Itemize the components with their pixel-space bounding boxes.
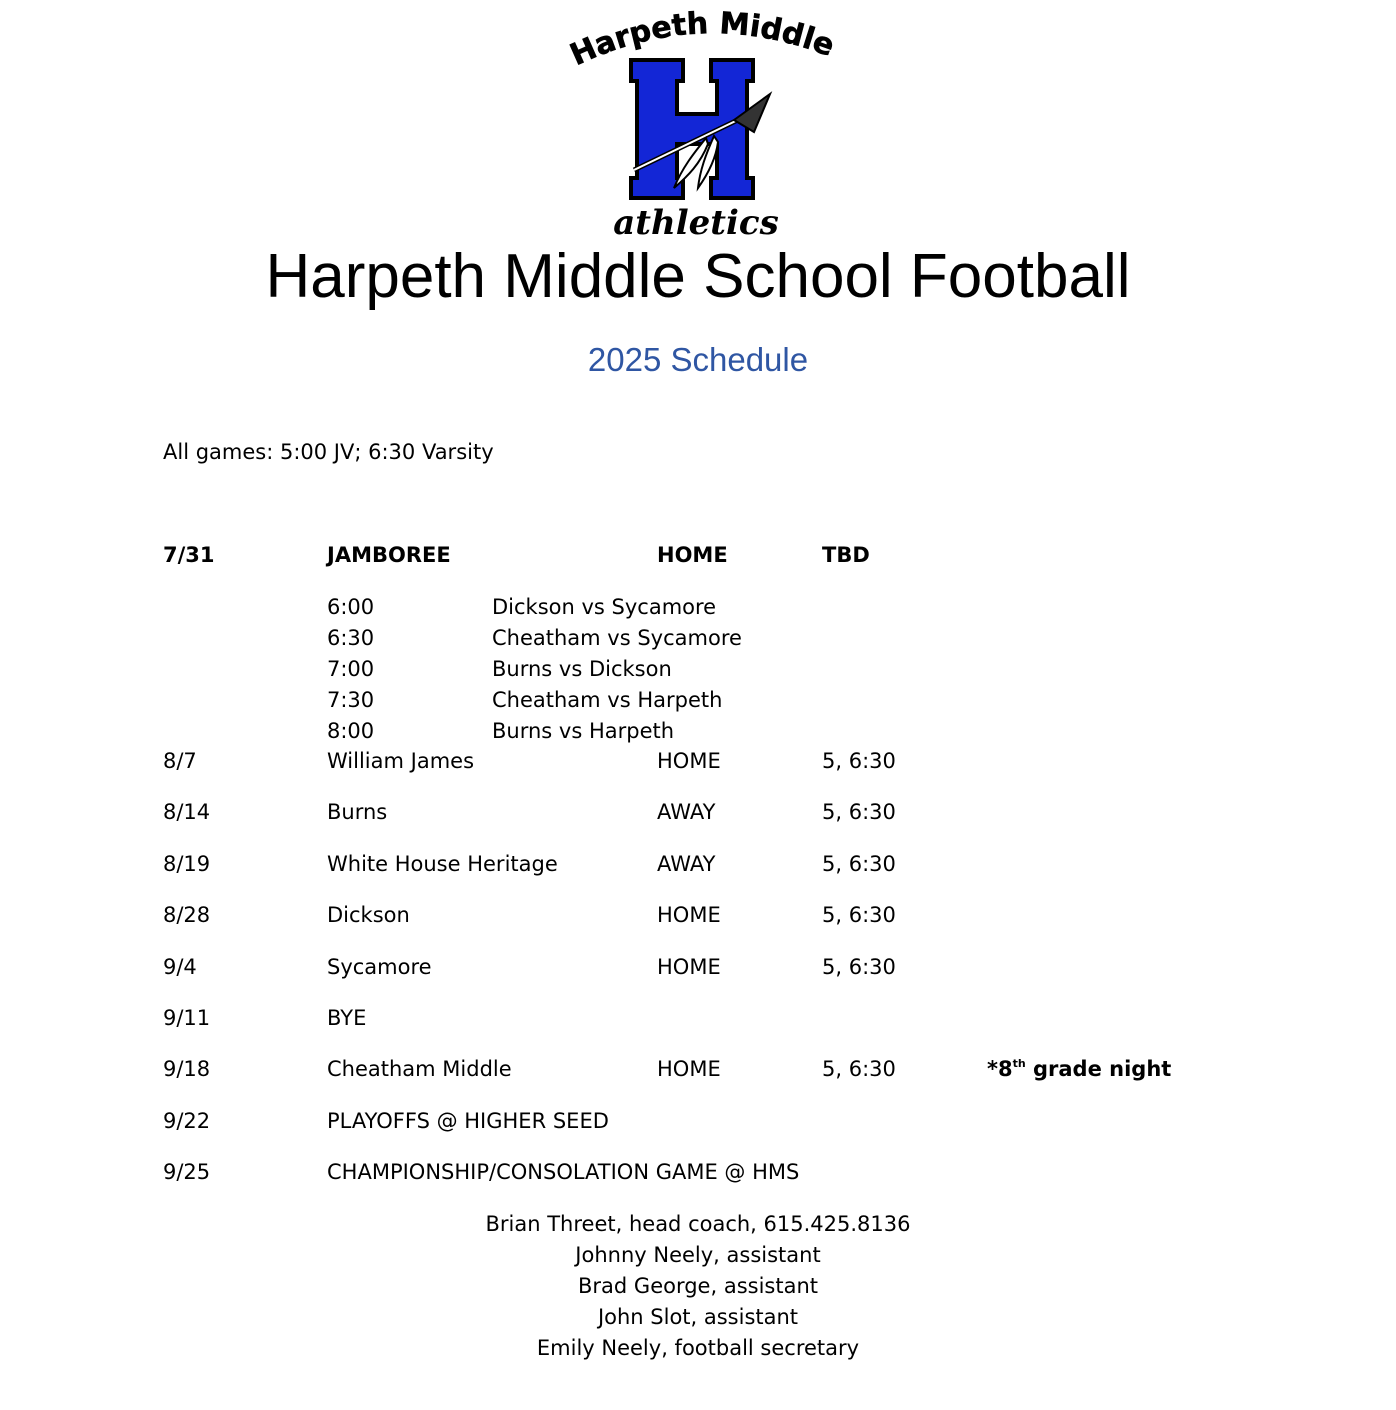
staff-line: Brad George, assistant bbox=[578, 1274, 818, 1298]
game-location: HOME bbox=[657, 955, 721, 979]
note-superscript: th bbox=[1012, 1057, 1026, 1070]
jamboree-time: TBD bbox=[822, 543, 870, 567]
game-opponent: PLAYOFFS @ HIGHER SEED bbox=[327, 1109, 609, 1133]
jamboree-slot-time: 7:00 bbox=[327, 657, 375, 681]
game-date: 9/22 bbox=[163, 1109, 211, 1133]
coaching-staff bbox=[0, 1209, 1396, 1364]
logo-top-text: Harpeth Middle bbox=[565, 8, 839, 74]
jamboree-slot-match: Cheatham vs Harpeth bbox=[492, 688, 723, 712]
staff-line: John Slot, assistant bbox=[597, 1305, 799, 1329]
jamboree-slot-time: 6:00 bbox=[327, 595, 375, 619]
jamboree-location: HOME bbox=[657, 543, 728, 567]
game-opponent: William James bbox=[327, 749, 475, 773]
jamboree-slot-match: Burns vs Harpeth bbox=[492, 719, 675, 743]
game-opponent: CHAMPIONSHIP/CONSOLATION GAME @ HMS bbox=[327, 1160, 800, 1184]
eighth-grade-night-note bbox=[987, 1056, 1171, 1086]
game-date: 9/25 bbox=[163, 1160, 211, 1184]
jamboree-slot-match: Cheatham vs Sycamore bbox=[492, 626, 742, 650]
jamboree-slot-time: 6:30 bbox=[327, 626, 375, 650]
page-subtitle: 2025 Schedule bbox=[587, 341, 809, 378]
game-opponent: White House Heritage bbox=[327, 852, 558, 876]
logo-h-shape bbox=[631, 60, 753, 198]
game-location: AWAY bbox=[657, 800, 716, 824]
staff-line: Brian Threet, head coach, 615.425.8136 bbox=[485, 1212, 911, 1236]
note-prefix: *8 bbox=[987, 1057, 1013, 1081]
game-date: 9/11 bbox=[163, 1006, 211, 1030]
game-date: 8/28 bbox=[163, 903, 211, 927]
game-location: HOME bbox=[657, 903, 721, 927]
game-date: 9/18 bbox=[163, 1057, 211, 1081]
jamboree-label: JAMBOREE bbox=[327, 543, 451, 567]
game-opponent: Burns bbox=[327, 800, 388, 824]
game-time: 5, 6:30 bbox=[822, 749, 896, 773]
game-date: 8/14 bbox=[163, 800, 211, 824]
game-time: 5, 6:30 bbox=[822, 852, 896, 876]
jamboree-slot-time: 8:00 bbox=[327, 719, 375, 743]
jamboree-slot-time: 7:30 bbox=[327, 688, 375, 712]
game-opponent: Dickson bbox=[327, 903, 410, 927]
jamboree-date: 7/31 bbox=[163, 543, 215, 567]
page-title: Harpeth Middle School Football bbox=[265, 242, 1131, 311]
harpeth-athletics-logo bbox=[556, 8, 846, 240]
logo-bottom-text: athletics bbox=[613, 203, 779, 240]
game-date: 9/4 bbox=[163, 955, 197, 979]
note-suffix: grade night bbox=[1025, 1057, 1172, 1081]
game-opponent: BYE bbox=[327, 1006, 367, 1030]
jamboree-slot-match: Dickson vs Sycamore bbox=[492, 595, 717, 619]
jamboree-slot-match: Burns vs Dickson bbox=[492, 657, 672, 681]
game-time: 5, 6:30 bbox=[822, 800, 896, 824]
game-time: 5, 6:30 bbox=[822, 955, 896, 979]
game-location: HOME bbox=[657, 1057, 721, 1081]
game-location: HOME bbox=[657, 749, 721, 773]
staff-line: Emily Neely, football secretary bbox=[536, 1336, 860, 1360]
staff-line: Johnny Neely, assistant bbox=[575, 1243, 821, 1267]
game-location: AWAY bbox=[657, 852, 716, 876]
game-time: 5, 6:30 bbox=[822, 903, 896, 927]
all-games-note: All games: 5:00 JV; 6:30 Varsity bbox=[163, 440, 494, 464]
game-opponent: Sycamore bbox=[327, 955, 432, 979]
game-time: 5, 6:30 bbox=[822, 1057, 896, 1081]
game-date: 8/7 bbox=[163, 749, 197, 773]
game-date: 8/19 bbox=[163, 852, 211, 876]
game-opponent: Cheatham Middle bbox=[327, 1057, 512, 1081]
